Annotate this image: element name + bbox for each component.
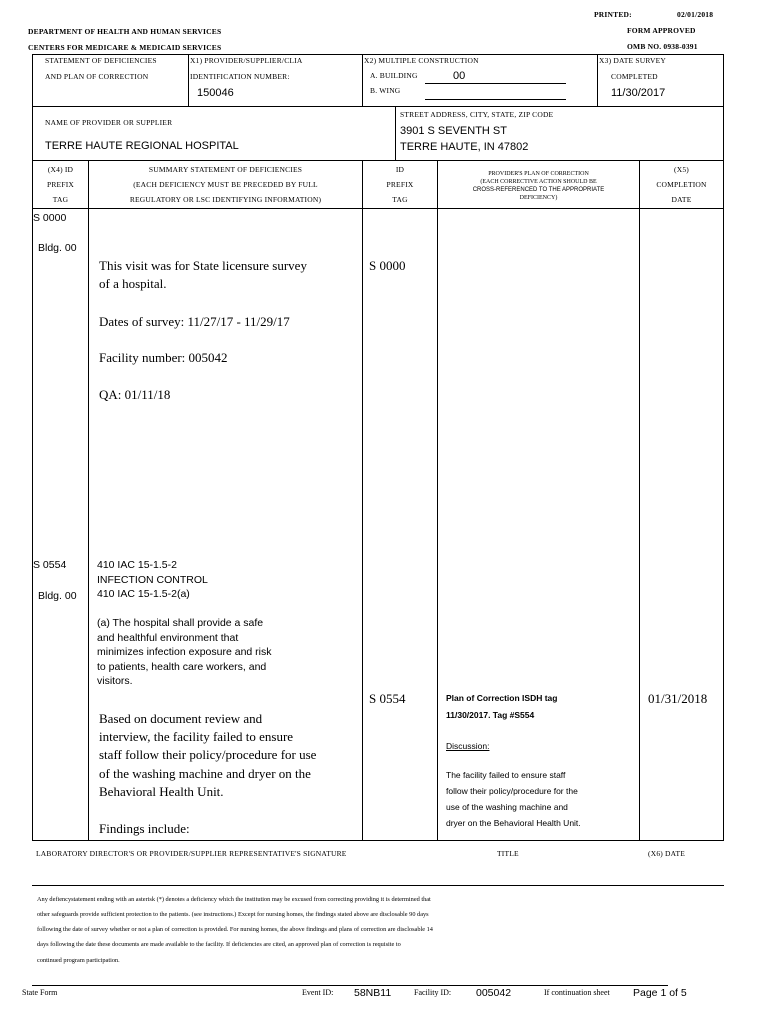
poc-text-4: dryer on the Behavioral Health Unit. <box>446 818 581 828</box>
centers-title: CENTERS FOR MEDICARE & MEDICAID SERVICES <box>28 43 222 52</box>
x3-label: X3) DATE SURVEY <box>599 56 666 65</box>
provider-name-label: NAME OF PROVIDER OR SUPPLIER <box>45 118 173 127</box>
box-divider <box>362 54 363 106</box>
box-left-border <box>32 54 33 106</box>
box-row-border <box>32 160 724 161</box>
address-city: TERRE HAUTE, IN 47802 <box>400 141 529 153</box>
rule-text-3: minimizes infection exposure and risk <box>97 646 272 658</box>
rule-text-4: to patients, health care workers, and <box>97 661 267 673</box>
statement-label: STATEMENT OF DEFICIENCIES <box>45 56 157 65</box>
survey-dates: Dates of survey: 11/27/17 - 11/29/17 <box>99 314 290 329</box>
disclaimer-line-1: Any defiencystatement ending with an asterisk (*) denotes a deficiency which the institution may be excused from correcting providing it is determined that <box>37 896 431 903</box>
x4-tag-label: TAG <box>52 195 69 204</box>
wing-underline <box>425 99 566 100</box>
identification-label: IDENTIFICATION NUMBER: <box>190 72 290 81</box>
x5-label: (X5) <box>674 165 689 174</box>
disclaimer-line-4: days following the date these documents are made available to the facility. If deficiencies are cited, an approved plan of correction is requisite to <box>37 941 401 948</box>
finding-text-1: Based on document review and <box>99 711 263 726</box>
building-label: A. BUILDING <box>370 71 418 80</box>
body-right-border <box>723 208 724 840</box>
poc-text-1: The facility failed to ensure staff <box>446 770 566 780</box>
box-divider <box>188 54 189 106</box>
id-tag-s0554: S 0554 <box>369 691 406 706</box>
signature-bottom-line <box>32 885 724 886</box>
survey-date-value: 11/30/2017 <box>611 87 666 99</box>
x4-id-label: (X4) ID <box>47 165 74 174</box>
provider-name-value: TERRE HAUTE REGIONAL HOSPITAL <box>45 140 239 152</box>
box-row-border <box>32 106 724 107</box>
finding-text-4: of the washing machine and dryer on the <box>99 766 311 781</box>
department-title: DEPARTMENT OF HEALTH AND HUMAN SERVICES <box>28 27 222 36</box>
facility-id-value: 005042 <box>476 987 512 999</box>
wing-label: B. WING <box>370 86 401 95</box>
id-label: ID <box>395 165 405 174</box>
title-label: TITLE <box>497 849 519 858</box>
event-id-label: Event ID: <box>302 988 334 997</box>
id-tag-s0000: S 0000 <box>369 258 406 273</box>
iac-code: 410 IAC 15-1.5-2 <box>97 559 177 571</box>
facility-id-label: Facility ID: <box>414 988 452 997</box>
poc-note-1: (EACH CORRECTIVE ACTION SHOULD BE <box>480 179 597 185</box>
continuation-label: If continuation sheet <box>544 988 610 997</box>
box-divider <box>395 106 396 160</box>
infection-control-title: INFECTION CONTROL <box>97 574 208 586</box>
poc-tag: 11/30/2017. Tag #S554 <box>446 710 535 720</box>
completed-label: COMPLETED <box>611 72 658 81</box>
poc-heading: Plan of Correction ISDH tag <box>446 693 558 703</box>
tag-s0000: S 0000 <box>33 212 67 224</box>
x4-prefix-label: PREFIX <box>46 180 75 189</box>
printed-date: 02/01/2018 <box>677 10 714 19</box>
printed-label: PRINTED: <box>594 10 632 19</box>
x2-label: X2) MULTIPLE CONSTRUCTION <box>364 56 479 65</box>
finding-text-3: staff follow their policy/procedure for use <box>99 747 317 762</box>
id-prefix-label: PREFIX <box>386 180 414 189</box>
building-value: 00 <box>453 70 466 82</box>
rule-text-1: (a) The hospital shall provide a safe <box>97 617 264 629</box>
disclaimer-line-2: other safeguards provide sufficient protection to the patients. (see instructions.) Except for nursing homes, the findings stated above are disclosable 90 days <box>37 911 429 918</box>
poc-note-2: CROSS-REFERENCED TO THE APPROPRIATE <box>472 187 605 193</box>
date-label: DATE <box>671 195 692 204</box>
disclaimer-line-3: following the date of survey whether or not a plan of correction is provided. For nursing homes, the above findings and plans of correction are disclosable 14 <box>37 926 433 933</box>
box-top-border <box>32 54 724 55</box>
findings-include: Findings include: <box>99 821 190 836</box>
plan-of-correction-label: AND PLAN OF CORRECTION <box>45 72 149 81</box>
page-number: Page 1 of 5 <box>633 987 687 999</box>
disclaimer-line-5: continued program participation. <box>37 957 120 964</box>
completion-label: COMPLETION <box>656 180 707 189</box>
poc-text-3: use of the washing machine and <box>446 802 568 812</box>
id-tag-label: TAG <box>392 195 408 204</box>
x6-date-label: (X6) DATE <box>648 849 686 858</box>
provider-id-value: 150046 <box>197 87 234 99</box>
poc-discussion: Discussion: <box>446 741 490 751</box>
summary-note-2: REGULATORY OR LSC IDENTIFYING INFORMATION) <box>129 195 322 204</box>
poc-note-3: DEFICIENCY) <box>519 195 558 201</box>
header-bottom-border <box>32 208 724 209</box>
state-form-label: State Form <box>22 988 58 997</box>
qa-date: QA: 01/11/18 <box>99 387 171 402</box>
finding-text-2: interview, the facility failed to ensure <box>99 729 294 744</box>
box-left-border <box>32 106 33 160</box>
bldg-label: Bldg. 00 <box>38 590 77 602</box>
rule-text-5: visitors. <box>97 675 133 687</box>
omb-number: OMB NO. 0938-0391 <box>627 42 698 51</box>
box-divider <box>597 54 598 106</box>
poc-text-2: follow their policy/procedure for the <box>446 786 578 796</box>
body-bottom-border <box>32 840 724 841</box>
bldg-label: Bldg. 00 <box>38 242 77 254</box>
body-divider <box>437 208 438 840</box>
box-right-border <box>723 54 724 106</box>
body-divider <box>88 208 89 840</box>
body-divider <box>639 208 640 840</box>
visit-text-1: This visit was for State licensure survey <box>99 258 307 273</box>
iac-subsection: 410 IAC 15-1.5-2(a) <box>97 588 190 600</box>
body-left-border <box>32 208 33 840</box>
event-id-value: 58NB11 <box>354 987 392 999</box>
box-right-border <box>723 106 724 160</box>
address-label: STREET ADDRESS, CITY, STATE, ZIP CODE <box>400 110 554 119</box>
signature-label: LABORATORY DIRECTOR'S OR PROVIDER/SUPPLIER REPRESENTATIVE'S SIGNATURE <box>36 849 347 858</box>
facility-number: Facility number: 005042 <box>99 350 228 365</box>
finding-text-5: Behavioral Health Unit. <box>99 784 224 799</box>
building-underline <box>425 83 566 84</box>
body-divider <box>362 208 363 840</box>
header-right-border <box>723 160 724 208</box>
form-approved: FORM APPROVED <box>627 26 696 35</box>
footer-rule <box>32 985 668 986</box>
summary-title: SUMMARY STATEMENT OF DEFICIENCIES <box>148 165 303 174</box>
completion-date: 01/31/2018 <box>648 691 708 706</box>
x1-label: X1) PROVIDER/SUPPLIER/CLIA <box>190 56 303 65</box>
tag-s0554: S 0554 <box>33 559 67 571</box>
rule-text-2: and healthful environment that <box>97 632 239 644</box>
visit-text-2: of a hospital. <box>99 276 167 291</box>
address-street: 3901 S SEVENTH ST <box>400 125 507 137</box>
summary-note: (EACH DEFICIENCY MUST BE PRECEDED BY FULL <box>133 180 318 189</box>
poc-title: PROVIDER'S PLAN OF CORRECTION <box>488 171 589 177</box>
